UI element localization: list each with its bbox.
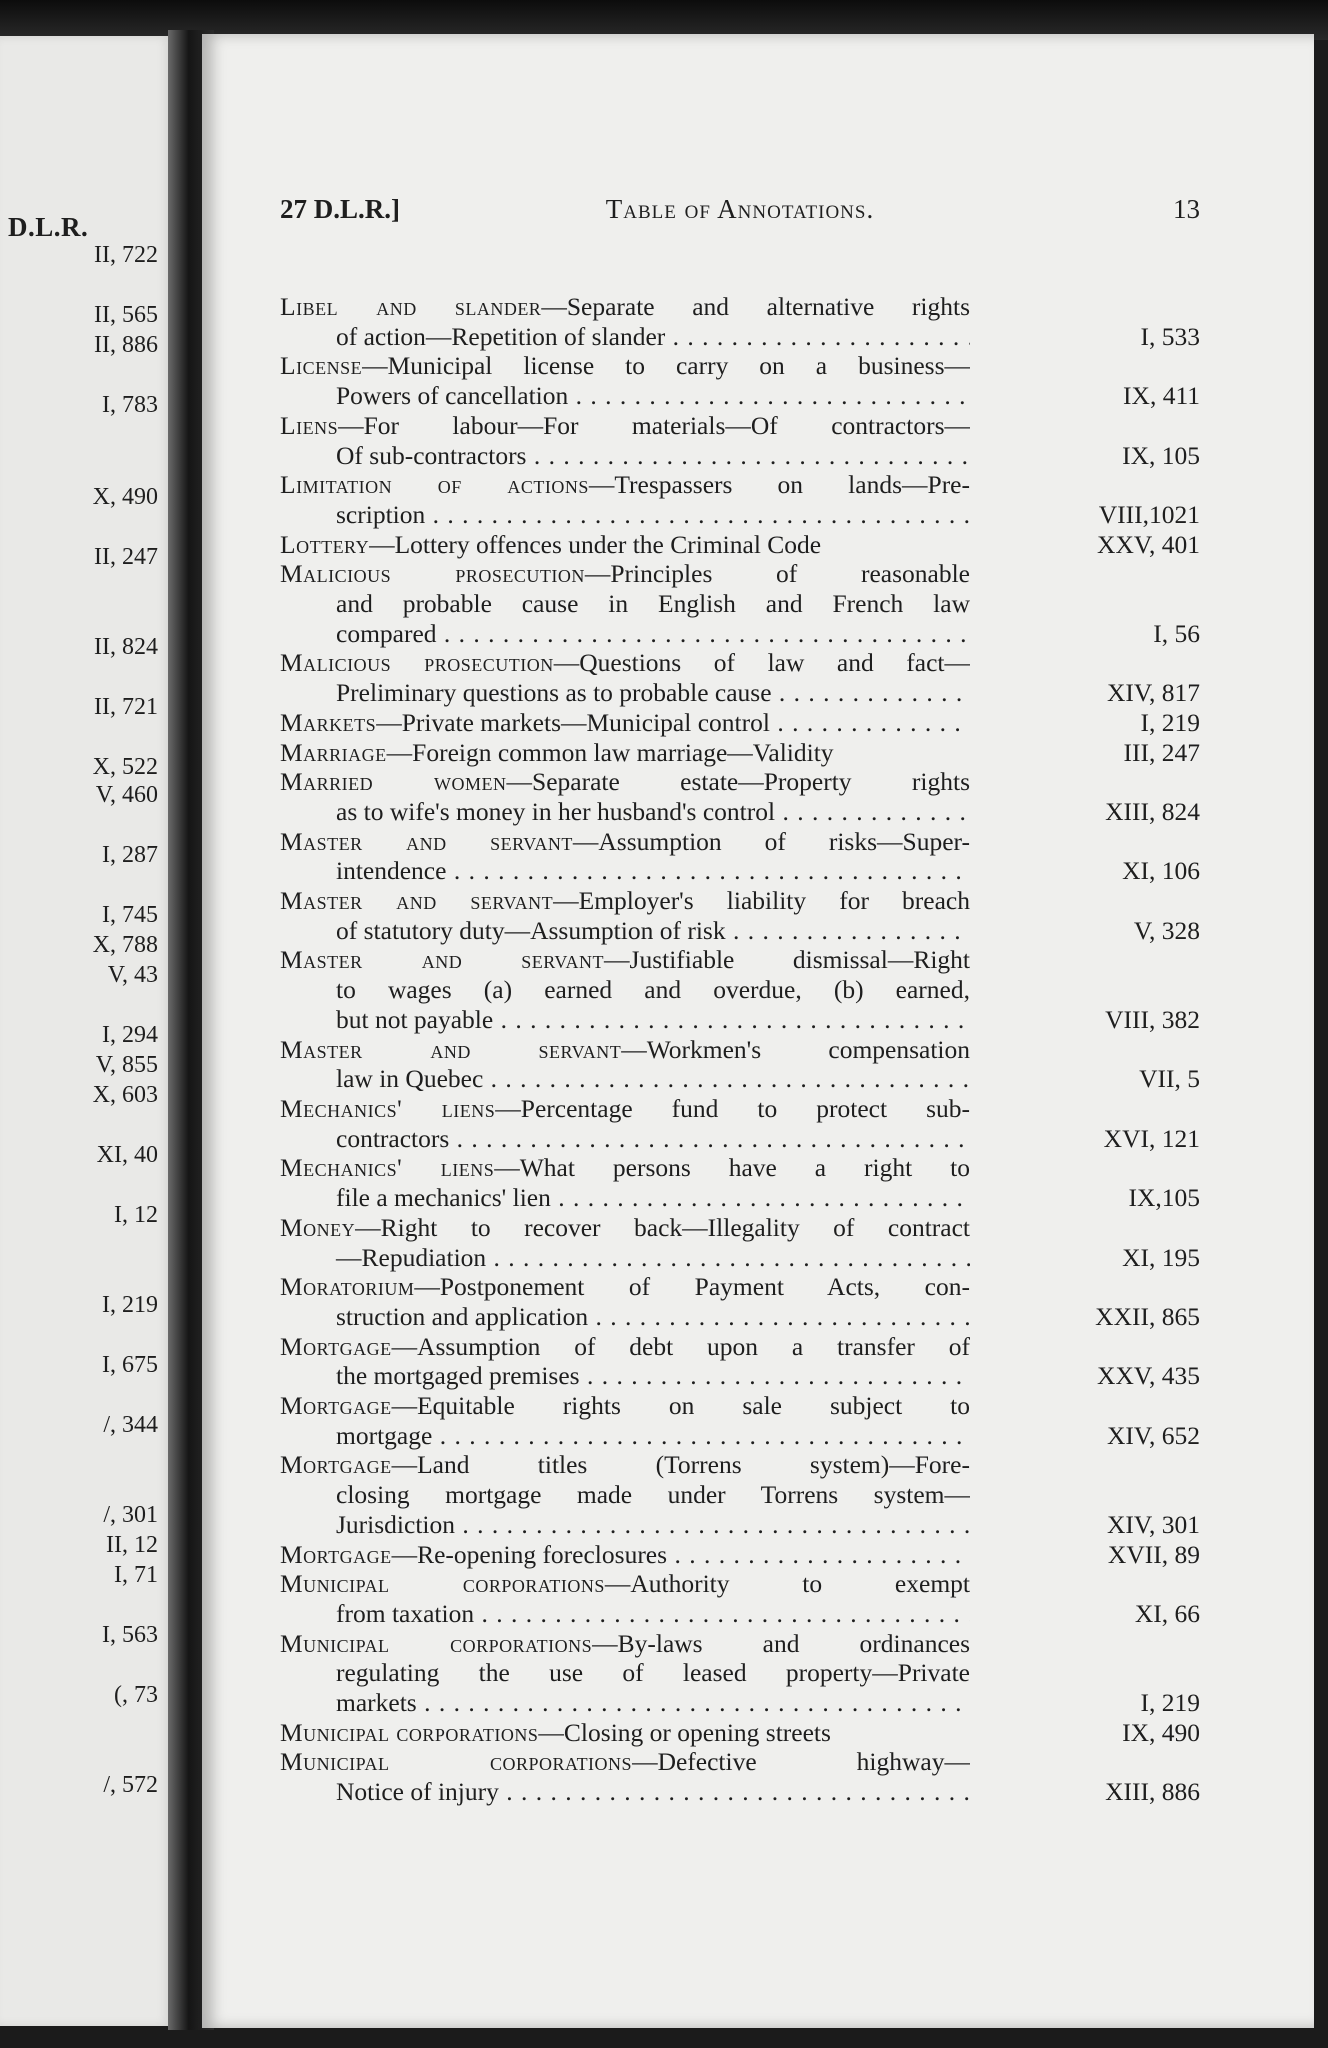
left-page-ref: II, 247 xyxy=(94,544,158,570)
entry-reference: XIV, 817 xyxy=(1106,678,1200,708)
annotation-entry xyxy=(280,767,1200,826)
entry-text xyxy=(280,738,970,768)
left-page-ref: I, 219 xyxy=(102,1292,158,1318)
entry-heading: Markets xyxy=(280,707,377,737)
entry-heading: Liens xyxy=(280,410,339,440)
entry-text xyxy=(280,1391,970,1450)
annotation-entry xyxy=(280,886,1200,945)
entry-reference: VII, 5 xyxy=(1139,1064,1200,1094)
left-page-ref: X, 788 xyxy=(92,932,158,958)
entry-text xyxy=(280,945,970,1034)
entry-reference: XXV, 401 xyxy=(1097,529,1200,559)
annotation-entry xyxy=(280,530,1200,560)
left-page-ref: I, 675 xyxy=(102,1352,158,1378)
entry-line: —Justifiable dismissal—Right xyxy=(604,945,970,975)
dot-leader xyxy=(486,1243,970,1272)
annotation-entry xyxy=(280,827,1200,886)
entry-line: —Percentage fund to protect sub- xyxy=(495,1093,970,1123)
entry-line: —By-laws and ordinances xyxy=(592,1628,970,1658)
entry-reference: V, 328 xyxy=(1133,915,1200,945)
annotation-entry xyxy=(280,351,1200,410)
entry-line: Jurisdiction xyxy=(336,1509,455,1539)
dot-leader xyxy=(775,797,970,826)
entry-line: intendence xyxy=(336,856,447,886)
entry-line: —Postponement of Payment Acts, con- xyxy=(414,1272,970,1302)
dot-leader xyxy=(437,619,970,648)
entry-text xyxy=(280,1629,970,1718)
annotation-entry xyxy=(280,411,1200,470)
entry-text xyxy=(280,559,970,648)
entry-line: —Separate estate—Property rights xyxy=(506,767,970,797)
volume-label: 27 D.L.R.] xyxy=(280,194,400,224)
entry-line: Powers of cancellation xyxy=(336,381,569,411)
entry-text xyxy=(280,1450,970,1539)
left-page-ref: V, 460 xyxy=(95,782,158,808)
left-page-header: D.L.R. xyxy=(8,212,89,242)
left-page-ref: /, 301 xyxy=(103,1502,158,1528)
dot-leader xyxy=(499,1777,970,1806)
entry-line: but not payable xyxy=(336,1004,494,1034)
left-page-ref: I, 745 xyxy=(102,902,158,928)
entry-text xyxy=(280,1747,970,1806)
dot-leader xyxy=(449,1124,970,1153)
page-number: 13 xyxy=(1173,194,1200,224)
entry-line: —Workmen's compensation xyxy=(621,1034,970,1064)
entry-line: of action—Repetition of slander xyxy=(336,321,666,351)
page-title: Table of Annotations. xyxy=(605,194,875,224)
annotation-entry xyxy=(280,1747,1200,1806)
entry-heading: Limitation of actions xyxy=(280,470,589,500)
annotation-entry xyxy=(280,1629,1200,1718)
entry-line: closing mortgage made under Torrens system— xyxy=(336,1480,970,1510)
entry-reference: XVII, 89 xyxy=(1107,1539,1200,1569)
annotation-entry xyxy=(280,1332,1200,1391)
dot-leader xyxy=(474,1599,970,1628)
entry-line: struction and application xyxy=(336,1301,589,1331)
entry-heading: Money xyxy=(280,1212,356,1242)
entry-reference: I, 219 xyxy=(1140,1688,1200,1718)
entry-reference: I, 56 xyxy=(1153,618,1200,648)
entry-line: mortgage xyxy=(336,1420,433,1450)
entry-line: —Employer's liability for breach xyxy=(553,886,970,916)
entry-line: —Equitable rights on sale subject to xyxy=(391,1391,970,1421)
entry-line: law in Quebec xyxy=(336,1064,484,1094)
entry-heading: Libel and slander xyxy=(280,292,542,321)
entry-line: —Re-opening foreclosures xyxy=(391,1539,668,1569)
entry-line: scription xyxy=(336,499,426,529)
entry-line: —Assumption of risks—Super- xyxy=(572,826,970,856)
entry-reference: XIII, 824 xyxy=(1105,796,1200,826)
entry-reference: III, 247 xyxy=(1123,737,1200,767)
entry-heading: Municipal corporations xyxy=(280,1747,633,1777)
entry-line: regulating the use of leased property—Private xyxy=(336,1658,970,1688)
entry-heading: Municipal corporations xyxy=(280,1569,605,1599)
left-page xyxy=(0,36,172,2026)
entry-line: —Closing or opening streets xyxy=(538,1717,831,1747)
entry-line: as to wife's money in her husband's control xyxy=(336,796,776,826)
dot-leader xyxy=(425,500,970,529)
entry-line: Of sub-contractors xyxy=(336,440,527,470)
dot-leader xyxy=(568,381,970,410)
entry-text xyxy=(280,292,970,351)
annotation-entry xyxy=(280,292,1200,351)
annotation-entry xyxy=(280,559,1200,648)
entry-reference: VIII,1021 xyxy=(1098,499,1200,529)
entry-line: compared xyxy=(336,618,437,648)
entry-line: of statutory duty—Assumption of risk xyxy=(336,915,726,945)
annotation-entry xyxy=(280,738,1200,768)
dot-leader xyxy=(417,1688,970,1717)
annotation-entry xyxy=(280,1035,1200,1094)
left-page-ref: I, 563 xyxy=(102,1622,158,1648)
entry-line: —Assumption of debt upon a transfer of xyxy=(391,1331,970,1361)
dot-leader xyxy=(770,708,970,737)
left-page-ref: II, 886 xyxy=(94,332,158,358)
dot-leader xyxy=(493,1005,970,1034)
entry-text xyxy=(280,1153,970,1212)
entry-line: —Lottery offences under the Criminal Code xyxy=(369,529,822,559)
right-page xyxy=(202,34,1314,2028)
dot-leader xyxy=(446,856,970,885)
left-page-ref: /, 344 xyxy=(103,1412,158,1438)
entry-line: —Repudiation xyxy=(336,1242,487,1272)
left-page-ref: XI, 40 xyxy=(96,1142,158,1168)
left-page-ref: X, 603 xyxy=(92,1082,158,1108)
entry-line: and probable cause in English and French law xyxy=(336,589,970,619)
entry-reference: XVI, 121 xyxy=(1103,1123,1200,1153)
entry-reference: VIII, 382 xyxy=(1105,1004,1200,1034)
entry-text xyxy=(280,1272,970,1331)
entry-line: —What persons have a right to xyxy=(494,1153,970,1183)
annotation-entry xyxy=(280,1094,1200,1153)
entry-heading: Master and servant xyxy=(280,1034,622,1064)
entry-text xyxy=(280,1718,970,1748)
entry-line: —Foreign common law marriage—Validity xyxy=(386,737,834,767)
dot-leader xyxy=(665,322,970,351)
left-page-ref: I, 12 xyxy=(114,1202,158,1228)
entry-reference: IX, 490 xyxy=(1122,1717,1200,1747)
dot-leader xyxy=(580,1361,970,1390)
entry-text xyxy=(280,530,970,560)
entry-heading: Master and servant xyxy=(280,886,554,916)
entry-line: file a mechanics' lien xyxy=(336,1183,551,1213)
entry-line: —Separate and alternative rights xyxy=(541,292,970,321)
left-page-ref: V, 43 xyxy=(107,962,158,988)
annotation-entry xyxy=(280,1272,1200,1331)
entry-reference: XI, 106 xyxy=(1122,856,1200,886)
entry-line: from taxation xyxy=(336,1598,475,1628)
entry-text xyxy=(280,1035,970,1094)
annotation-entry xyxy=(280,1391,1200,1450)
entry-heading: Mortgage xyxy=(280,1450,392,1480)
left-page-ref: V, 855 xyxy=(95,1052,158,1078)
annotation-entry xyxy=(280,1450,1200,1539)
entry-reference: XXII, 865 xyxy=(1095,1301,1200,1331)
entry-line: Preliminary questions as to probable cause xyxy=(336,678,772,708)
annotation-entry xyxy=(280,945,1200,1034)
entry-heading: Mechanics' liens xyxy=(280,1153,495,1183)
entry-heading: Mortgage xyxy=(280,1391,392,1421)
annotation-list xyxy=(280,292,1200,1807)
entry-line: contractors xyxy=(336,1123,450,1153)
entry-heading: Municipal corporations xyxy=(280,1628,593,1658)
annotation-entry xyxy=(280,1540,1200,1570)
entry-reference: XIII, 886 xyxy=(1105,1777,1200,1807)
dot-leader xyxy=(772,678,970,707)
entry-text xyxy=(280,886,970,945)
entry-line: —Land titles (Torrens system)—Fore- xyxy=(391,1450,970,1480)
entry-heading: Mechanics' liens xyxy=(280,1093,496,1123)
entry-heading: Moratorium xyxy=(280,1272,415,1302)
entry-line: —Questions of law and fact— xyxy=(553,648,970,678)
entry-reference: I, 533 xyxy=(1140,321,1200,351)
left-page-ref: II, 721 xyxy=(94,694,158,720)
entry-reference: XI, 195 xyxy=(1122,1242,1200,1272)
dot-leader xyxy=(432,1421,970,1450)
left-page-ref: I, 71 xyxy=(114,1562,158,1588)
entry-text xyxy=(280,470,970,529)
entry-heading: Malicious prosecution xyxy=(280,648,554,678)
entry-heading: License xyxy=(280,351,363,381)
entry-line: markets xyxy=(336,1688,417,1718)
entry-text xyxy=(280,827,970,886)
entry-line: —Trespassers on lands—Pre- xyxy=(588,470,970,500)
entry-text xyxy=(280,1213,970,1272)
left-page-ref: I, 294 xyxy=(102,1022,158,1048)
entry-line: —Principles of reasonable xyxy=(584,559,970,589)
entry-line: —Defective highway— xyxy=(632,1747,970,1777)
entry-text xyxy=(280,411,970,470)
entry-reference: IX, 105 xyxy=(1122,440,1200,470)
annotation-entry xyxy=(280,1213,1200,1272)
entry-reference: XXV, 435 xyxy=(1097,1361,1200,1391)
entry-line: —Private markets—Municipal control xyxy=(376,707,770,737)
entry-heading: Lottery xyxy=(280,529,370,559)
entry-heading: Malicious prosecution xyxy=(280,559,585,589)
dot-leader xyxy=(526,441,970,470)
dot-leader xyxy=(551,1183,970,1212)
entry-line: —For labour—For materials—Of contractors— xyxy=(338,410,970,440)
entry-text xyxy=(280,1540,970,1570)
entry-text xyxy=(280,767,970,826)
entry-text xyxy=(280,708,970,738)
left-page-ref: II, 12 xyxy=(106,1532,158,1558)
dot-leader xyxy=(455,1510,970,1539)
entry-line: —Municipal license to carry on a business— xyxy=(362,351,970,381)
entry-reference: XIV, 652 xyxy=(1106,1420,1200,1450)
dot-leader xyxy=(588,1302,970,1331)
entry-reference: XIV, 301 xyxy=(1106,1509,1200,1539)
left-page-ref: I, 783 xyxy=(102,392,158,418)
left-page-ref: /, 572 xyxy=(103,1772,158,1798)
entry-line: Notice of injury xyxy=(336,1777,499,1807)
entry-reference: I, 219 xyxy=(1140,707,1200,737)
entry-line: the mortgaged premises xyxy=(336,1361,580,1391)
left-page-ref: II, 824 xyxy=(94,634,158,660)
annotation-entry xyxy=(280,648,1200,707)
entry-text xyxy=(280,648,970,707)
annotation-entry xyxy=(280,470,1200,529)
entry-line: —Right to recover back—Illegality of contract xyxy=(355,1212,970,1242)
annotation-entry xyxy=(280,1718,1200,1748)
entry-reference: IX,105 xyxy=(1128,1183,1200,1213)
entry-heading: Marriage xyxy=(280,737,387,767)
entry-heading: Master and servant xyxy=(280,826,573,856)
page-header xyxy=(280,194,1200,234)
left-page-ref: II, 565 xyxy=(94,302,158,328)
left-page-ref: I, 287 xyxy=(102,842,158,868)
entry-text xyxy=(280,351,970,410)
entry-heading: Married women xyxy=(280,767,507,797)
dot-leader xyxy=(483,1064,970,1093)
entry-text xyxy=(280,1332,970,1391)
annotation-entry xyxy=(280,1153,1200,1212)
entry-heading: Master and servant xyxy=(280,945,605,975)
left-page-ref: II, 722 xyxy=(94,242,158,268)
entry-text xyxy=(280,1094,970,1153)
entry-text xyxy=(280,1569,970,1628)
annotation-entry xyxy=(280,1569,1200,1628)
dot-leader xyxy=(667,1540,970,1569)
entry-heading: Municipal corporations xyxy=(280,1717,539,1747)
annotation-entry xyxy=(280,708,1200,738)
entry-reference: IX, 411 xyxy=(1123,381,1200,411)
entry-heading: Mortgage xyxy=(280,1539,392,1569)
entry-line: to wages (a) earned and overdue, (b) earned, xyxy=(336,975,970,1005)
left-page-ref: X, 490 xyxy=(92,484,158,510)
left-page-ref: X, 522 xyxy=(92,754,158,780)
entry-heading: Mortgage xyxy=(280,1331,392,1361)
entry-line: —Authority to exempt xyxy=(604,1569,970,1599)
left-page-ref: (, 73 xyxy=(114,1682,158,1708)
dot-leader xyxy=(726,916,970,945)
entry-reference: XI, 66 xyxy=(1134,1598,1200,1628)
